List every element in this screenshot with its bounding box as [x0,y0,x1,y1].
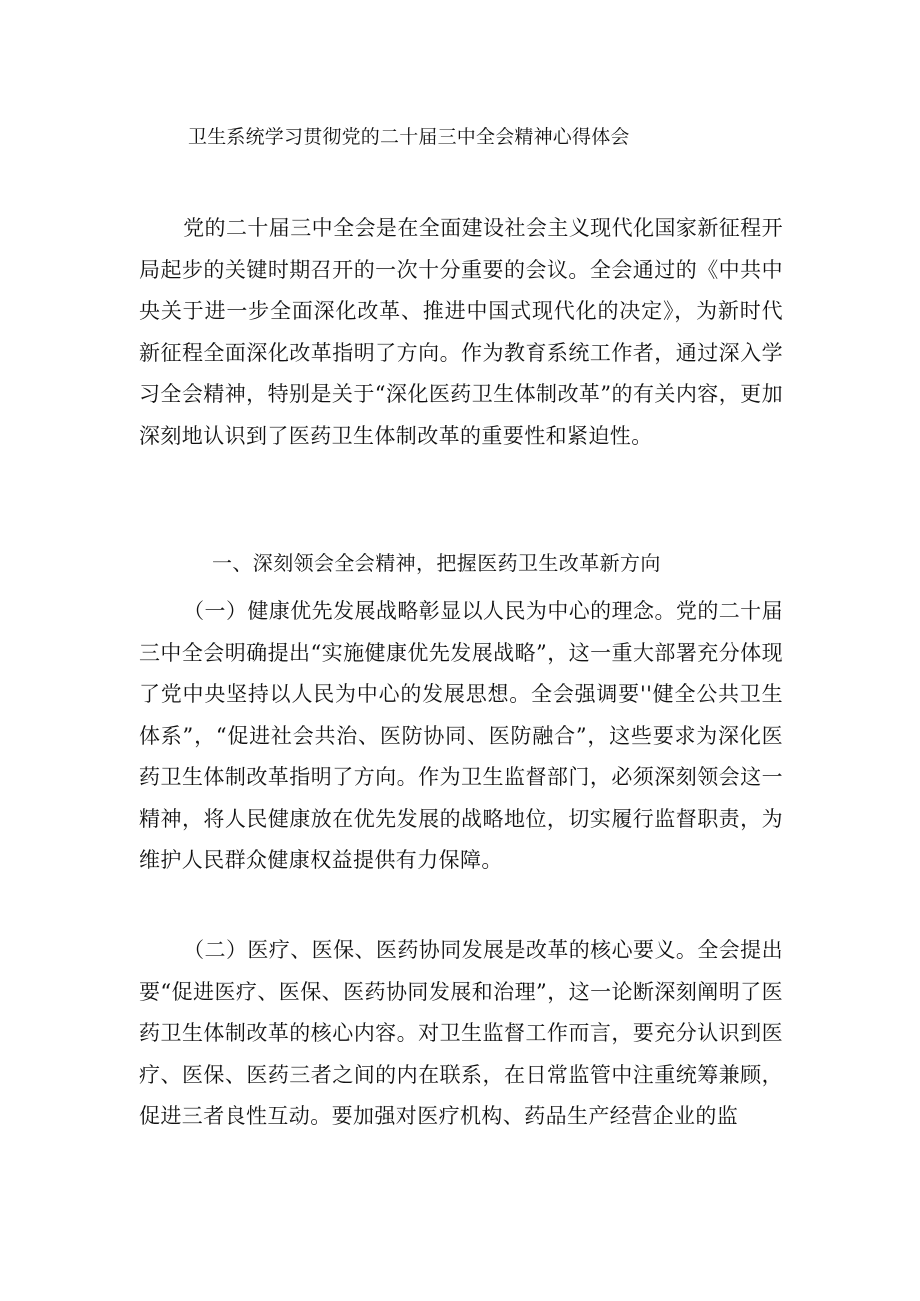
point-1-paragraph: （一）健康优先发展战略彰显以人民为中心的理念。党的二十届三中全会明确提出“实施健康优先发展战略”，这一重大部署充分体现了党中央坚持以人民为中心的发展思想。全会强调要''健全公共卫生体系”，“促进社会共治、医防协同、医防融合”，这些要求为深化医药卫生体制改革指明了方向。作为卫生监督部门，必须深刻领会这一精神，将人民健康放在优先发展的战略地位，切实履行监督职责，为维护人民群众健康权益提供有力保障。 [139,599,783,872]
section-heading-1: 一、深刻领会全会精神，把握医药卫生改革新方向 [212,551,661,575]
point-2-paragraph: （二）医疗、医保、医药协同发展是改革的核心要义。全会提出要“促进医疗、医保、医药协同发展和治理”，这一论断深刻阐明了医药卫生体制改革的核心内容。对卫生监督工作而言，要充分认识到医疗、医保、医药三者之间的内在联系，在日常监管中注重统筹兼顾，促进三者良性互动。要加强对医疗机构、药品生产经营企业的监 [139,938,783,1128]
document-title: 卫生系统学习贯彻党的二十届三中全会精神心得体会 [188,126,630,148]
intro-paragraph: 党的二十届三中全会是在全面建设社会主义现代化国家新征程开局起步的关键时期召开的一次十分重要的会议。全会通过的《中共中央关于进一步全面深化改革、推进中国式现代化的决定》，为新时代新征程全面深化改革指明了方向。作为教育系统工作者，通过深入学习全会精神，特别是关于“深化医药卫生体制改革”的有关内容，更加深刻地认识到了医药卫生体制改革的重要性和紧迫性。 [139,216,783,448]
